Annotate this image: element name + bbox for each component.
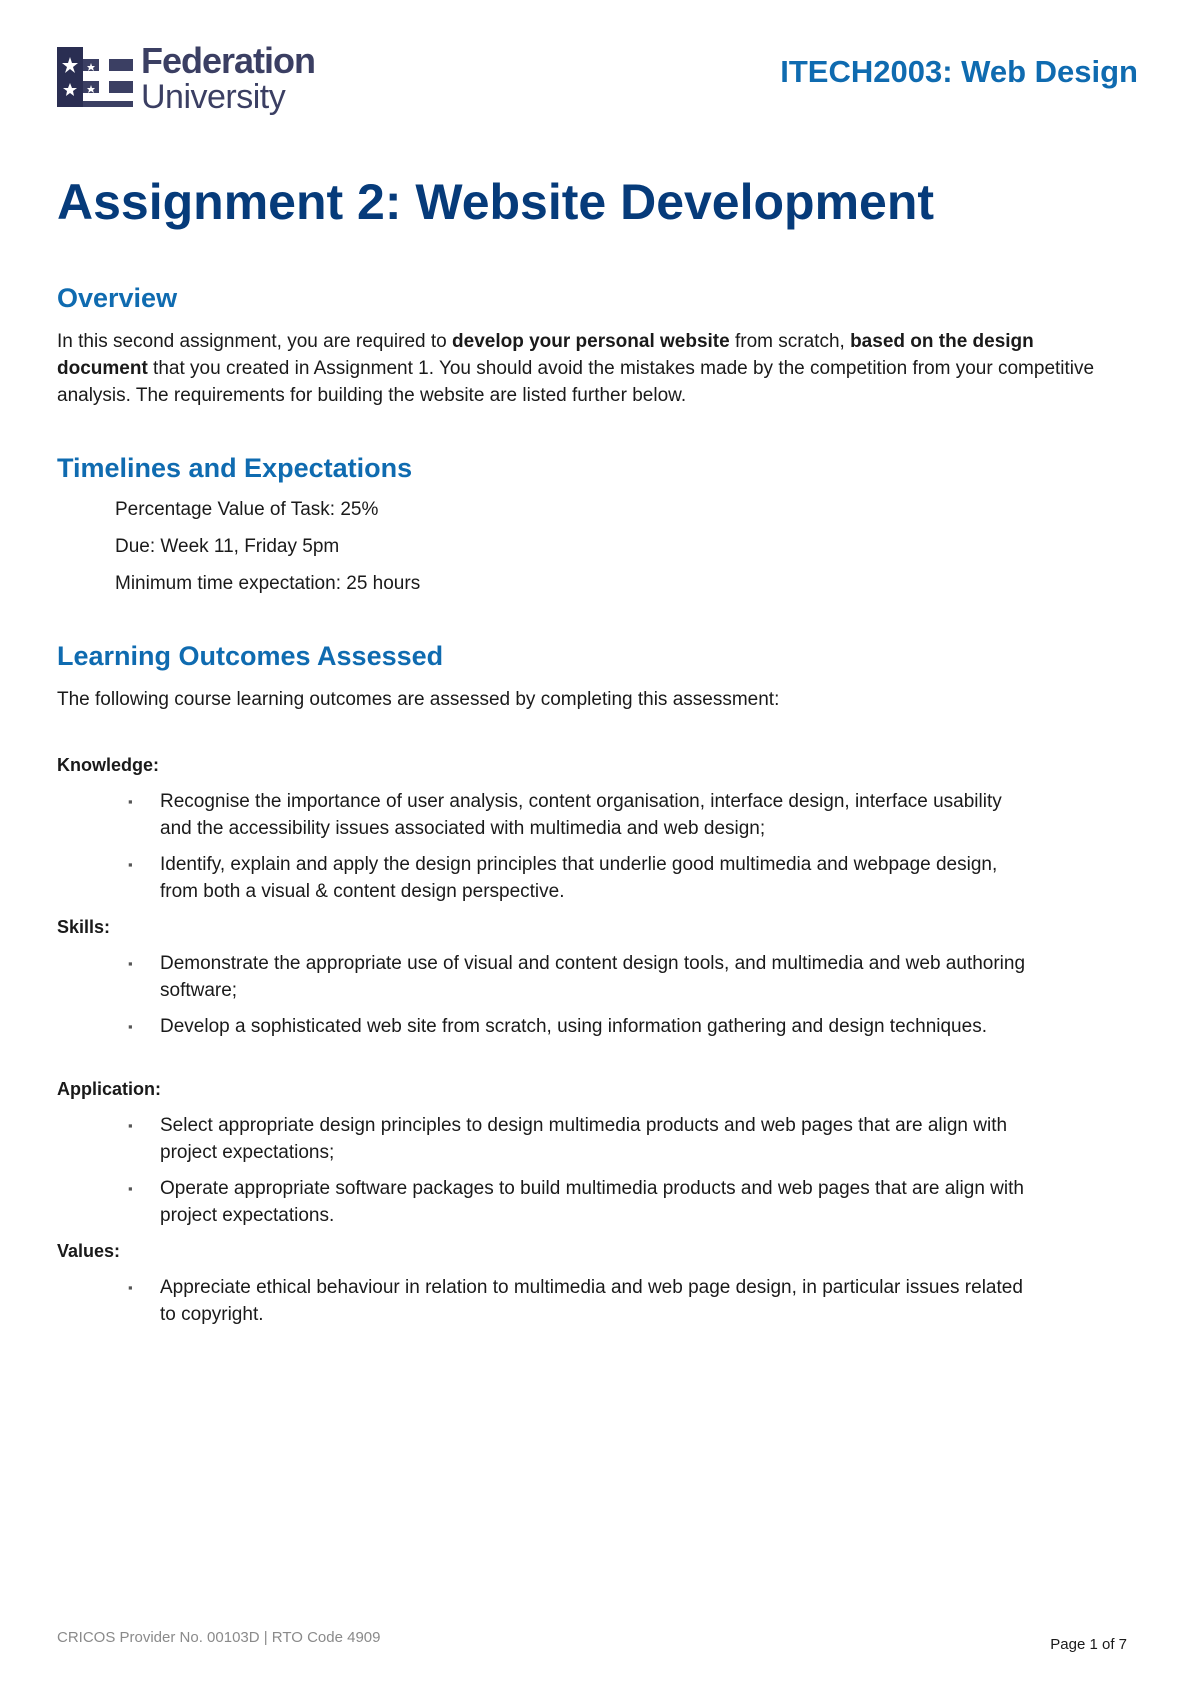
list-item-text: Demonstrate the appropriate use of visual and content design tools, and multimedia and web authoring software; (160, 953, 1026, 1001)
list-item (128, 788, 1028, 842)
course-code-header: ITECH2003: Web Design (780, 54, 1138, 89)
logo-wordmark-federation: Federation (141, 39, 316, 81)
list-item-text: Appreciate ethical behaviour in relation to multimedia and web page design, in particular issues related to copyright. (160, 1277, 1023, 1325)
overview-text-1: In this second assignment, you are required to (57, 331, 453, 352)
bullet-square-icon: ▪ (128, 1181, 133, 1196)
bullet-square-icon: ▪ (128, 857, 133, 872)
bullet-square-icon: ▪ (128, 1280, 133, 1295)
logo-flag-icon (57, 45, 137, 111)
overview-bold-2: based on the design document (57, 331, 1034, 379)
federation-university-logo (57, 39, 327, 116)
application-label: Application: (57, 1079, 161, 1099)
bullet-square-icon: ▪ (128, 1118, 133, 1133)
list-item (128, 1013, 1028, 1040)
learning-outcomes-heading: Learning Outcomes Assessed (57, 641, 444, 671)
list-item (128, 851, 1028, 905)
due-date-line: Due: Week 11, Friday 5pm (115, 536, 340, 557)
list-item (128, 1274, 1028, 1328)
outcomes-intro: The following course learning outcomes are assessed by completing this assessment: (57, 689, 780, 710)
list-item (128, 1112, 1028, 1166)
bullet-square-icon: ▪ (128, 1019, 133, 1034)
bullet-square-icon: ▪ (128, 794, 133, 809)
overview-bold-1: develop your personal website (452, 331, 730, 352)
knowledge-label: Knowledge: (57, 755, 159, 775)
overview-heading: Overview (57, 283, 178, 313)
values-label: Values: (57, 1241, 121, 1261)
footer-provider-info: CRICOS Provider No. 00103D | RTO Code 4909 (57, 1629, 381, 1646)
timelines-heading: Timelines and Expectations (57, 453, 413, 483)
skills-label: Skills: (57, 917, 111, 937)
list-item-text: Develop a sophisticated web site from scratch, using information gathering and design techniques. (160, 1016, 987, 1037)
list-item-text: Operate appropriate software packages to build multimedia products and web pages that are align with project expectations. (160, 1178, 1024, 1226)
logo-wordmark-university: University (141, 77, 286, 116)
overview-paragraph (57, 328, 1117, 409)
list-item-text: Recognise the importance of user analysis, content organisation, interface design, interface usability and the accessibility issues associated with multimedia and web design; (160, 791, 1002, 839)
list-item-text: Select appropriate design principles to design multimedia products and web pages that are align with project expectations; (160, 1115, 1008, 1163)
footer-page-number: Page 1 of 7 (1050, 1636, 1127, 1653)
list-item (128, 950, 1028, 1004)
document-title: Assignment 2: Website Development (57, 174, 935, 230)
overview-text-3: that you created in Assignment 1. You should avoid the mistakes made by the competition from your competitive analysis. The requirements for building the website are listed further below. (57, 358, 1095, 406)
list-item-text: Identify, explain and apply the design principles that underlie good multimedia and webpage design, from both a visual & content design perspective. (160, 854, 998, 902)
list-item (128, 1175, 1028, 1229)
minimum-time-line: Minimum time expectation: 25 hours (115, 573, 421, 594)
bullet-square-icon: ▪ (128, 956, 133, 971)
percentage-value-line: Percentage Value of Task: 25% (115, 499, 379, 520)
overview-text-2: from scratch, (729, 331, 851, 352)
